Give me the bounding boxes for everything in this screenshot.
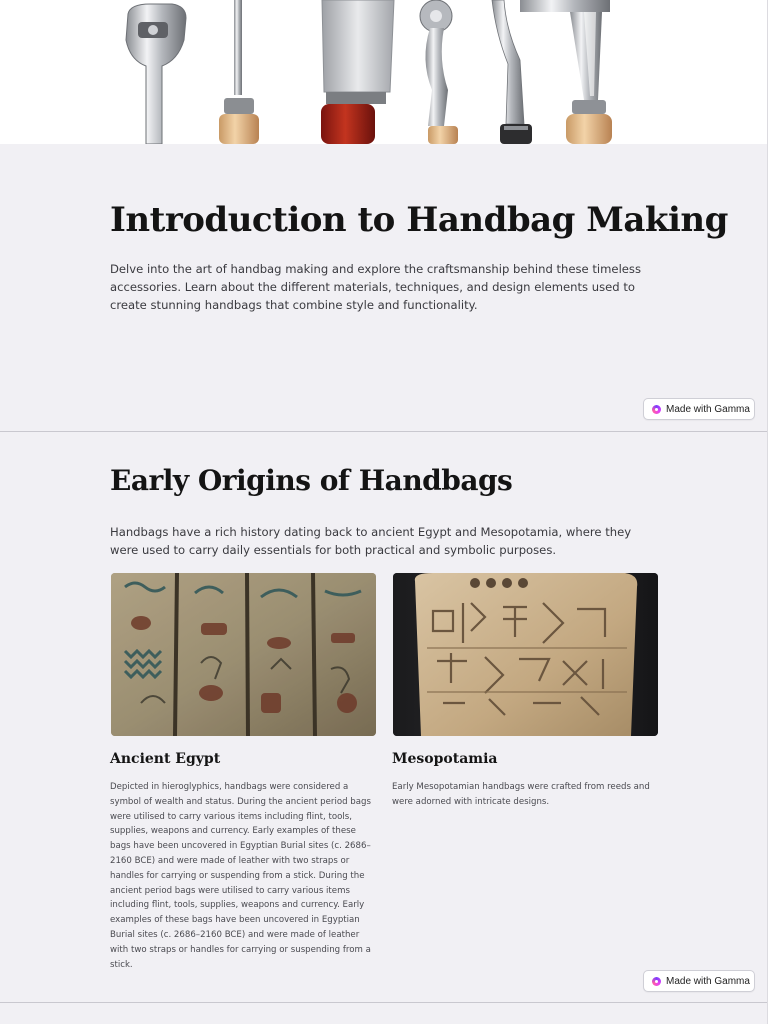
punch-clamp-tool	[520, 0, 612, 144]
mesopotamia-description: Early Mesopotamian handbags were crafted from reeds and were adorned with intricate designs.	[392, 782, 650, 807]
egypt-heading: Ancient Egypt	[110, 751, 221, 767]
intro-title: Introduction to Handbag Making	[110, 200, 728, 240]
gamma-logo-icon	[652, 405, 661, 414]
clay-tablet-illustration	[393, 573, 658, 736]
mesopotamia-tablet-image	[393, 573, 658, 736]
knife-tool	[321, 0, 394, 144]
origins-description: Handbags have a rich history dating back to ancient Egypt and Mesopotamia, where they were used to carry daily essentials for both practical and symbolic purposes.	[110, 525, 632, 557]
hero-tools-image	[0, 0, 767, 144]
made-with-gamma-badge-2[interactable]	[643, 970, 755, 992]
badge-label: Made with Gamma	[666, 975, 750, 987]
badge-label: Made with Gamma	[666, 403, 750, 415]
egypt-description: Depicted in hieroglyphics, handbags were considered a symbol of wealth and status. During the ancient period bags were utilised to carry various items including flint, tools, supplies, weapons and currency. Early examples of these bags have been uncovered in Egyptian Burial sites (c. 2686–2160 BCE) and were made of leather with two straps or handles for carrying or suspending from a stick. During the ancient period bags were utilised to carry various items including flint, tools, supplies, weapons and currency. Early examples of these bags have been uncovered in Egyptian Burial sites (c. 2686–2160 BCE) and were made of leather with two straps or handles for carrying or suspending from a stick.	[110, 782, 371, 970]
made-with-gamma-badge[interactable]	[643, 398, 755, 420]
gamma-logo-icon	[652, 977, 661, 986]
egypt-hieroglyphs-image	[111, 573, 376, 736]
awl-tool	[219, 0, 259, 144]
mesopotamia-heading: Mesopotamia	[392, 751, 498, 767]
strap-cutter-tool	[126, 4, 186, 144]
hieroglyphs-illustration	[111, 573, 376, 736]
intro-description: Delve into the art of handbag making and explore the craftsmanship behind these timeless accessories. Learn about the different materials, techniques, and design elements used to create stunning handbags that combine style and functionality.	[110, 262, 642, 312]
origins-title: Early Origins of Handbags	[110, 464, 513, 497]
tools-illustration	[0, 0, 767, 144]
intro-card	[0, 144, 767, 432]
stitching-wheel-tool	[420, 0, 458, 144]
origins-card	[0, 432, 767, 1003]
edge-beveler-tool	[492, 0, 532, 144]
